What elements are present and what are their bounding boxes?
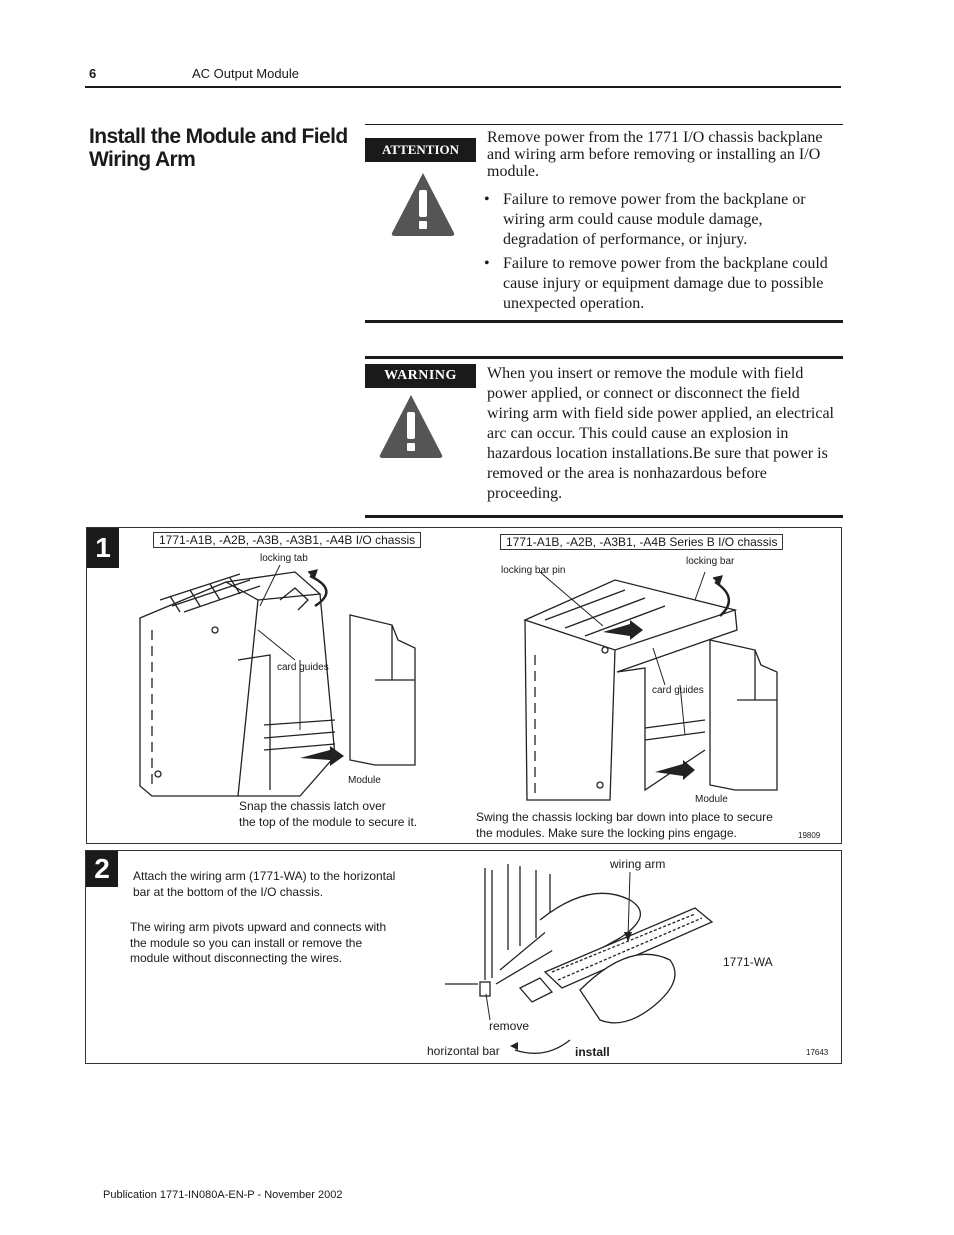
step-1-number: 1 [87, 528, 119, 568]
figure-id-step-1: 19809 [798, 831, 821, 840]
caption-right-line1: Swing the chassis locking bar down into place to secure [476, 810, 773, 824]
warning-text: When you insert or remove the module with field power applied, or connect or disconnect the field wiring arm with field side power applied, an electrical arc can occur. This could cause an explosion in hazardous location installations.Be sure that power is removed or the area is nonhazardous before proceeding. [487, 365, 834, 502]
attention-top-rule [365, 124, 843, 125]
label-install: install [575, 1045, 610, 1059]
warning-tag: WARNING [365, 364, 476, 388]
attention-bottom-rule [365, 320, 843, 323]
chassis-label-right: 1771-A1B, -A2B, -A3B1, -A4B Series B I/O chassis [500, 534, 783, 550]
figure-id-step-2: 17643 [806, 1048, 829, 1057]
warning-triangle-icon [378, 392, 444, 460]
attention-intro: Remove power from the 1771 I/O chassis backplane and wiring arm before removing or installing an I/O module. [487, 129, 823, 180]
step-2-number: 2 [86, 851, 118, 887]
bullet-dot: • [484, 191, 490, 208]
label-locking-tab: locking tab [260, 553, 308, 564]
label-remove: remove [489, 1019, 530, 1033]
attention-bullet [484, 254, 840, 314]
caption-left-line2: the top of the module to secure it. [239, 815, 418, 829]
wiring-arm-illustration [440, 860, 740, 1056]
label-horizontal-bar: horizontal bar [427, 1044, 500, 1058]
step-2-text2-line3: module without disconnecting the wires. [130, 951, 343, 965]
label-module-left: Module [348, 775, 381, 786]
label-card-guides-right: card guides [652, 685, 704, 696]
label-1771-wa: 1771-WA [723, 955, 773, 969]
attention-bullet [484, 190, 840, 250]
label-card-guides-left: card guides [277, 662, 329, 673]
attention-bullet-list [484, 186, 840, 314]
label-module-right: Module [695, 794, 728, 805]
chassis-latch-illustration [130, 560, 450, 805]
warning-triangle-icon [390, 170, 456, 238]
header-rule [85, 86, 841, 88]
attention-bullet-text: Failure to remove power from the backplane or wiring arm could cause module damage, degradation of performance, or injury. [503, 191, 806, 248]
page-number: 6 [89, 66, 97, 81]
label-wiring-arm: wiring arm [610, 857, 666, 871]
label-locking-bar: locking bar [686, 556, 735, 567]
step-2-text1-line2: bar at the bottom of the I/O chassis. [133, 885, 324, 899]
caption-left-line1: Snap the chassis latch over [239, 799, 386, 813]
locking-bar-illustration [505, 560, 805, 805]
caption-right-line2: the modules. Make sure the locking pins engage. [476, 826, 737, 840]
step-2-text2-line2: the module so you can install or remove the [130, 936, 363, 950]
step-2-text2-line1: The wiring arm pivots upward and connects with [130, 920, 387, 934]
bullet-dot: • [484, 255, 490, 272]
attention-tag: ATTENTION [365, 138, 476, 162]
step-2-text1-line1: Attach the wiring arm (1771-WA) to the horizontal [133, 869, 396, 883]
running-header-title: AC Output Module [192, 66, 299, 81]
label-locking-bar-pin: locking bar pin [501, 565, 566, 576]
attention-bullet-text: Failure to remove power from the backplane could cause injury or equipment damage due to possible unexpected operation. [503, 255, 828, 312]
publication-footer: Publication 1771-IN080A-EN-P - November 2002 [103, 1189, 343, 1201]
section-title: Install the Module and Field Wiring Arm [89, 125, 348, 171]
warning-bottom-rule [365, 515, 843, 518]
warning-top-rule [365, 356, 843, 359]
chassis-label-left: 1771-A1B, -A2B, -A3B, -A3B1, -A4B I/O chassis [153, 532, 421, 548]
